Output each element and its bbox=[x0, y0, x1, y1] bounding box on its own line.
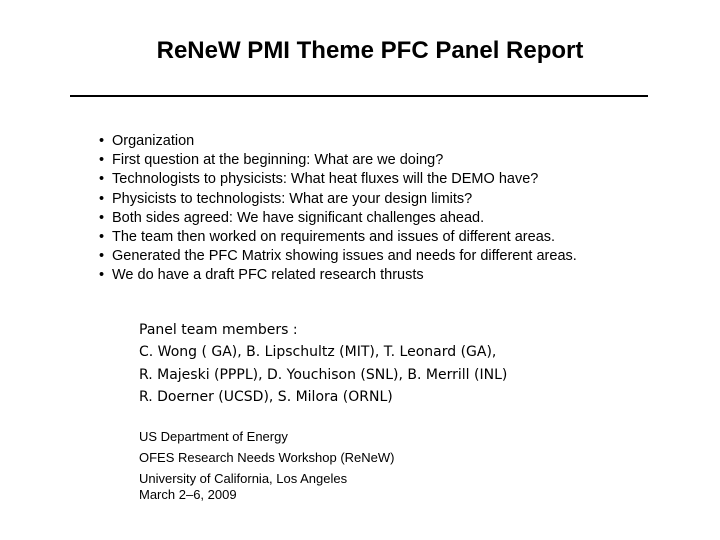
members-line: R. Doerner (UCSD), S. Milora (ORNL) bbox=[139, 389, 393, 406]
bullet-text: First question at the beginning: What are we doing? bbox=[112, 152, 444, 169]
bullet-item bbox=[98, 132, 577, 151]
footer-agency: US Department of Energy bbox=[139, 429, 288, 444]
bullet-dot-icon: • bbox=[99, 248, 105, 265]
bullet-text: The team then worked on requirements and issues of different areas. bbox=[112, 229, 556, 246]
bullet-item bbox=[98, 209, 577, 228]
bullet-item bbox=[98, 190, 577, 209]
bullet-text: We do have a draft PFC related research thrusts bbox=[112, 267, 424, 284]
bullet-dot-icon: • bbox=[99, 209, 105, 226]
bullet-dot-icon: • bbox=[99, 190, 105, 207]
footer-info bbox=[139, 429, 395, 503]
bullet-text: Organization bbox=[112, 133, 195, 149]
bullet-dot-icon: • bbox=[99, 229, 105, 246]
slide-title: ReNeW PMI Theme PFC Panel Report bbox=[156, 37, 584, 64]
footer-dates: March 2–6, 2009 bbox=[139, 487, 237, 502]
bullet-dot-icon: • bbox=[99, 267, 105, 284]
bullet-list bbox=[98, 132, 577, 286]
bullet-item bbox=[98, 151, 577, 170]
footer-location: University of California, Los Angeles bbox=[139, 471, 348, 486]
bullet-dot-icon: • bbox=[99, 171, 105, 188]
bullet-item bbox=[98, 247, 577, 266]
bullet-text: Physicists to technologists: What are your design limits? bbox=[112, 190, 473, 207]
bullet-item bbox=[98, 170, 577, 189]
members-line: C. Wong ( GA), B. Lipschultz (MIT), T. Leonard (GA), bbox=[139, 344, 497, 361]
bullet-text: Generated the PFC Matrix showing issues and needs for different areas. bbox=[112, 248, 577, 265]
panel-members bbox=[139, 319, 507, 409]
bullet-text: Technologists to physicists: What heat fluxes will the DEMO have? bbox=[112, 171, 539, 188]
members-line: R. Majeski (PPPL), D. Youchison (SNL), B. Merrill (INL) bbox=[139, 366, 508, 383]
title-divider bbox=[70, 95, 648, 97]
bullet-item bbox=[98, 228, 577, 247]
bullet-text: Both sides agreed: We have significant challenges ahead. bbox=[112, 209, 485, 226]
footer-workshop: OFES Research Needs Workshop (ReNeW) bbox=[139, 450, 395, 465]
bullet-dot-icon: • bbox=[99, 152, 105, 169]
bullet-dot-icon: • bbox=[99, 133, 105, 149]
bullet-item bbox=[98, 266, 577, 285]
members-heading: Panel team members : bbox=[139, 322, 298, 338]
